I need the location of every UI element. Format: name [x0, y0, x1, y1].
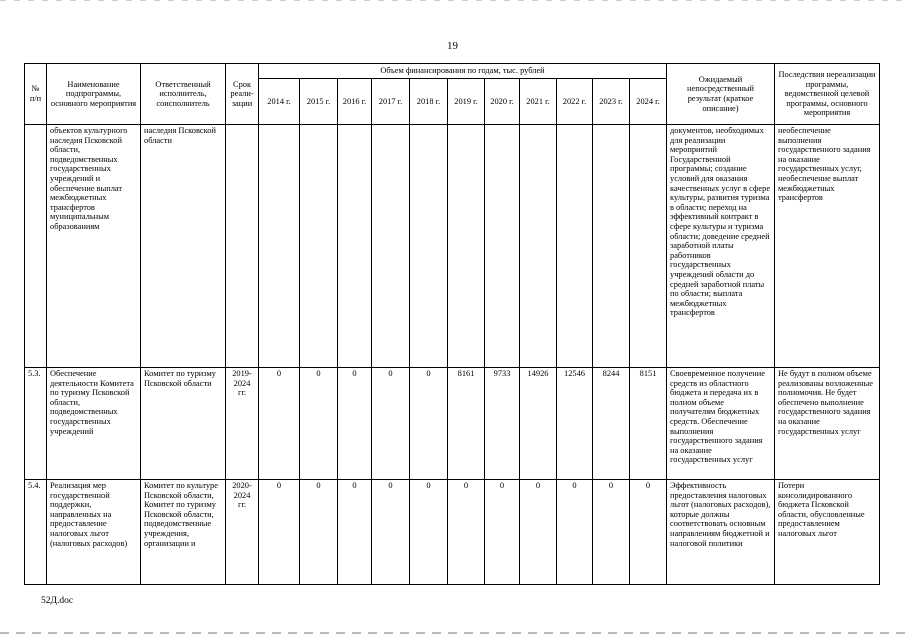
row-name: объектов культурного наследия Псковской области, подведомственных государственных учреждений и обеспечение выплат межбюджетных трансфертов муниципальным образованиям	[47, 125, 141, 368]
row-result: Эффективность предоставления налоговых льгот (налоговых расходов), которые должны соответствовать основным направлениям бюджетной и налоговой политики	[667, 480, 775, 585]
row-value: 8244	[593, 368, 630, 480]
scan-artifact-top	[0, 0, 905, 1]
row-value: 0	[410, 480, 448, 585]
row-value	[259, 125, 300, 368]
table-row-continuation	[25, 125, 880, 368]
header-result: Ожидаемый непосредственный результат (краткое описание)	[667, 64, 775, 125]
row-value: 0	[259, 480, 300, 585]
footer-filename: 52Д.doc	[41, 596, 74, 606]
row-value	[300, 125, 338, 368]
header-year: 2021 г.	[520, 79, 557, 125]
row-consequences: необеспечение выполнения государственного задания на оказание государственных услуг, необеспечение выплат межбюджетных трансфертов	[775, 125, 880, 368]
row-result: Своевременное получение средств из областного бюджета и передача их в полном объеме получателям бюджетных средств. Обеспечение выполнения государственного задания на оказание государственных услуг	[667, 368, 775, 480]
row-value: 0	[300, 368, 338, 480]
row-consequences: Не будут в полном объеме реализованы возложенные полномочия. Не будет обеспечено выполнение государственного задания на оказание государственных услуг	[775, 368, 880, 480]
row-responsible: наследия Псковской области	[141, 125, 226, 368]
row-value: 0	[300, 480, 338, 585]
header-term: Срок реали-зации	[226, 64, 259, 125]
row-value: 0	[338, 368, 372, 480]
row-num	[25, 125, 47, 368]
header-year: 2018 г.	[410, 79, 448, 125]
row-value	[630, 125, 667, 368]
header-responsible: Ответственный исполнитель, соисполнитель	[141, 64, 226, 125]
row-value	[338, 125, 372, 368]
header-year: 2016 г.	[338, 79, 372, 125]
row-responsible: Комитет по культуре Псковской области, Комитет по туризму Псковской области, подведомственные учреждения, организации и	[141, 480, 226, 585]
row-responsible: Комитет по туризму Псковской области	[141, 368, 226, 480]
row-value	[448, 125, 485, 368]
header-row-1	[25, 64, 880, 79]
header-consequences: Последствия нереализации программы, ведомственной целевой программы, основного мероприятия	[775, 64, 880, 125]
row-value: 0	[410, 368, 448, 480]
header-num: № п/п	[25, 64, 47, 125]
row-value: 12546	[557, 368, 593, 480]
header-name: Наименование подпрограммы, основного мероприятия	[47, 64, 141, 125]
row-value	[593, 125, 630, 368]
header-year: 2024 г.	[630, 79, 667, 125]
row-term: 2020-2024 гг.	[226, 480, 259, 585]
header-financing: Объем финансирования по годам, тыс. рублей	[259, 64, 667, 79]
row-value: 14926	[520, 368, 557, 480]
header-year: 2015 г.	[300, 79, 338, 125]
row-value	[372, 125, 410, 368]
page-number: 19	[447, 40, 458, 52]
row-value: 8161	[448, 368, 485, 480]
row-value: 0	[485, 480, 520, 585]
table-row-5-3	[25, 368, 880, 480]
header-year: 2014 г.	[259, 79, 300, 125]
row-num: 5.4.	[25, 480, 47, 585]
row-name: Реализация мер государственной поддержки, направленных на предоставление налоговых льгот (налоговых расходов)	[47, 480, 141, 585]
header-year: 2020 г.	[485, 79, 520, 125]
row-value: 0	[372, 480, 410, 585]
row-result: документов, необходимых для реализации мероприятий Государственной программы; создание условий для оказания качественных услуг в сфере культуры, развития туризма в области; переход на эффективный контракт в сфере культуры и туризма области; доведение средней заработной платы работников государственных учреждений области до средней заработной платы по области; выплата межбюджетных трансфертов	[667, 125, 775, 368]
row-value	[520, 125, 557, 368]
row-value: 0	[259, 368, 300, 480]
row-term	[226, 125, 259, 368]
program-table	[24, 63, 880, 585]
row-value: 9733	[485, 368, 520, 480]
row-value: 0	[372, 368, 410, 480]
row-num: 5.3.	[25, 368, 47, 480]
row-value: 0	[593, 480, 630, 585]
row-value: 0	[630, 480, 667, 585]
table-row-5-4	[25, 480, 880, 585]
row-name: Обеспечение деятельности Комитета по туризму Псковской области, подведомственных государственных учреждений	[47, 368, 141, 480]
header-year: 2019 г.	[448, 79, 485, 125]
header-year: 2017 г.	[372, 79, 410, 125]
header-year: 2022 г.	[557, 79, 593, 125]
row-value: 8151	[630, 368, 667, 480]
row-value	[485, 125, 520, 368]
row-value	[557, 125, 593, 368]
header-year: 2023 г.	[593, 79, 630, 125]
row-value: 0	[338, 480, 372, 585]
row-term: 2019-2024 гг.	[226, 368, 259, 480]
row-value	[410, 125, 448, 368]
scan-artifact-bottom	[0, 632, 905, 634]
row-value: 0	[448, 480, 485, 585]
row-value: 0	[520, 480, 557, 585]
row-consequences: Потери консолидированного бюджета Псковской области, обусловленные предоставлением налоговых льгот	[775, 480, 880, 585]
row-value: 0	[557, 480, 593, 585]
